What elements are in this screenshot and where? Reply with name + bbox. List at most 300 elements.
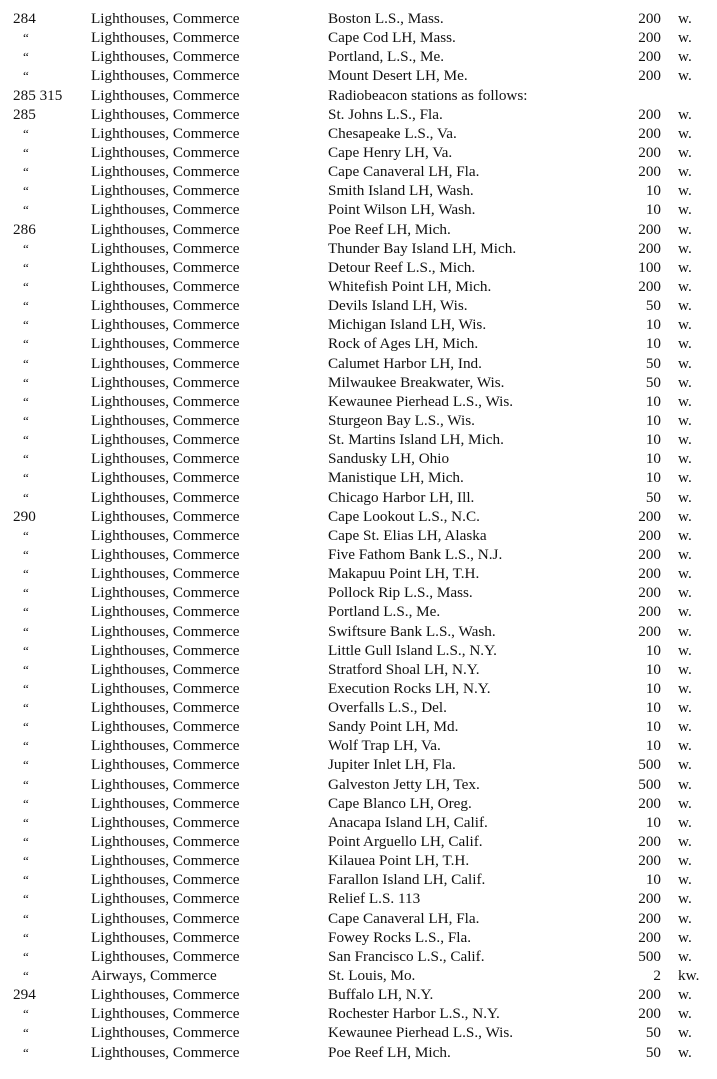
- agency-cell: Lighthouses, Commerce: [91, 163, 240, 181]
- power-value-cell: 200: [638, 565, 661, 583]
- table-row: [0, 488, 717, 507]
- agency-cell: Lighthouses, Commerce: [91, 182, 240, 200]
- power-unit-cell: w.: [678, 833, 692, 851]
- agency-cell: Lighthouses, Commerce: [91, 813, 240, 831]
- agency-cell: Lighthouses, Commerce: [91, 469, 240, 487]
- agency-cell: Lighthouses, Commerce: [91, 373, 240, 391]
- power-unit-cell: w.: [678, 545, 692, 563]
- table-row: [0, 813, 717, 832]
- agency-cell: Lighthouses, Commerce: [91, 775, 240, 793]
- table-row: [0, 947, 717, 966]
- table-row: [0, 1023, 717, 1042]
- frequency-code-cell: “: [23, 546, 29, 562]
- frequency-code-cell: “: [23, 432, 29, 448]
- agency-cell: Lighthouses, Commerce: [91, 67, 240, 85]
- frequency-code-cell: “: [23, 30, 29, 46]
- table-row: [0, 1004, 717, 1023]
- station-name-cell: Manistique LH, Mich.: [328, 469, 464, 487]
- table-row: [0, 794, 717, 813]
- frequency-code-cell: “: [23, 719, 29, 735]
- frequency-code-cell: “: [23, 1006, 29, 1022]
- frequency-code-cell: “: [23, 738, 29, 754]
- power-unit-cell: w.: [678, 718, 692, 736]
- power-unit-cell: w.: [678, 239, 692, 257]
- table-row: [0, 526, 717, 545]
- table-row: [0, 889, 717, 908]
- power-unit-cell: w.: [678, 10, 692, 27]
- table-row: [0, 909, 717, 928]
- agency-cell: Lighthouses, Commerce: [91, 431, 240, 449]
- frequency-code-cell: “: [23, 259, 29, 275]
- station-name-cell: Boston L.S., Mass.: [328, 10, 444, 27]
- power-unit-cell: w.: [678, 699, 692, 717]
- power-value-cell: 10: [645, 392, 661, 410]
- agency-cell: Lighthouses, Commerce: [91, 909, 240, 927]
- agency-cell: Lighthouses, Commerce: [91, 201, 240, 219]
- power-value-cell: 200: [638, 29, 661, 47]
- power-value-cell: 10: [645, 679, 661, 697]
- station-name-cell: Little Gull Island L.S., N.Y.: [328, 641, 497, 659]
- power-unit-cell: w.: [678, 852, 692, 870]
- power-value-cell: 200: [638, 239, 661, 257]
- power-value-cell: 500: [638, 775, 661, 793]
- station-name-cell: Detour Reef L.S., Mich.: [328, 258, 476, 276]
- agency-cell: Lighthouses, Commerce: [91, 986, 240, 1004]
- power-value-cell: 200: [638, 833, 661, 851]
- power-unit-cell: w.: [678, 679, 692, 697]
- power-unit-cell: w.: [678, 909, 692, 927]
- table-row: [0, 622, 717, 641]
- table-row: [0, 507, 717, 526]
- station-name-cell: Point Arguello LH, Calif.: [328, 833, 483, 851]
- table-row: [0, 220, 717, 239]
- power-value-cell: 200: [638, 622, 661, 640]
- frequency-code-cell: “: [23, 1025, 29, 1041]
- agency-cell: Lighthouses, Commerce: [91, 565, 240, 583]
- frequency-code-cell: 294: [13, 986, 36, 1004]
- station-name-cell: Portland, L.S., Me.: [328, 48, 445, 66]
- agency-cell: Lighthouses, Commerce: [91, 679, 240, 697]
- agency-cell: Lighthouses, Commerce: [91, 239, 240, 257]
- power-value-cell: 50: [645, 354, 661, 372]
- frequency-code-cell: “: [23, 872, 29, 888]
- power-unit-cell: w.: [678, 660, 692, 678]
- table-row: [0, 928, 717, 947]
- table-row: [0, 315, 717, 334]
- power-value-cell: 10: [645, 871, 661, 889]
- agency-cell: Lighthouses, Commerce: [91, 545, 240, 563]
- power-unit-cell: w.: [678, 641, 692, 659]
- power-value-cell: 10: [645, 450, 661, 468]
- frequency-code-cell: “: [23, 642, 29, 658]
- power-unit-cell: w.: [678, 201, 692, 219]
- power-value-cell: 10: [645, 737, 661, 755]
- agency-cell: Lighthouses, Commerce: [91, 297, 240, 315]
- frequency-code-cell: “: [23, 489, 29, 505]
- power-unit-cell: w.: [678, 316, 692, 334]
- table-row: [0, 181, 717, 200]
- agency-cell: Lighthouses, Commerce: [91, 124, 240, 142]
- station-name-cell: Rochester Harbor L.S., N.Y.: [328, 1005, 500, 1023]
- frequency-code-cell: “: [23, 1044, 29, 1060]
- table-row: [0, 124, 717, 143]
- station-name-cell: Sandusky LH, Ohio: [328, 450, 450, 468]
- station-name-cell: Jupiter Inlet LH, Fla.: [328, 756, 456, 774]
- station-name-cell: Thunder Bay Island LH, Mich.: [328, 239, 517, 257]
- table-row: [0, 545, 717, 564]
- station-name-cell: Cape Cod LH, Mass.: [328, 29, 456, 47]
- agency-cell: Lighthouses, Commerce: [91, 947, 240, 965]
- table-row: [0, 468, 717, 487]
- station-name-cell: Galveston Jetty LH, Tex.: [328, 775, 480, 793]
- power-unit-cell: w.: [678, 488, 692, 506]
- station-name-cell: Relief L.S. 113: [328, 890, 421, 908]
- table-row: [0, 698, 717, 717]
- frequency-code-cell: “: [23, 451, 29, 467]
- power-value-cell: 200: [638, 909, 661, 927]
- power-value-cell: 200: [638, 890, 661, 908]
- frequency-code-cell: “: [23, 814, 29, 830]
- agency-cell: Lighthouses, Commerce: [91, 584, 240, 602]
- power-unit-cell: w.: [678, 392, 692, 410]
- station-name-cell: Poe Reef LH, Mich.: [328, 220, 451, 238]
- agency-cell: Lighthouses, Commerce: [91, 890, 240, 908]
- agency-cell: Lighthouses, Commerce: [91, 852, 240, 870]
- agency-cell: Lighthouses, Commerce: [91, 794, 240, 812]
- table-row: [0, 851, 717, 870]
- power-value-cell: 10: [645, 813, 661, 831]
- agency-cell: Lighthouses, Commerce: [91, 277, 240, 295]
- frequency-code-cell: “: [23, 317, 29, 333]
- station-name-cell: Execution Rocks LH, N.Y.: [328, 679, 491, 697]
- station-name-cell: Cape Blanco LH, Oreg.: [328, 794, 472, 812]
- agency-cell: Lighthouses, Commerce: [91, 699, 240, 717]
- station-name-cell: Poe Reef LH, Mich.: [328, 1043, 451, 1061]
- station-name-cell: Sturgeon Bay L.S., Wis.: [328, 411, 475, 429]
- table-row: [0, 736, 717, 755]
- agency-cell: Lighthouses, Commerce: [91, 1024, 240, 1042]
- power-unit-cell: w.: [678, 928, 692, 946]
- frequency-code-cell: “: [23, 470, 29, 486]
- power-unit-cell: w.: [678, 526, 692, 544]
- power-value-cell: 2: [653, 967, 661, 985]
- power-unit-cell: w.: [678, 143, 692, 161]
- station-name-cell: Sandy Point LH, Md.: [328, 718, 459, 736]
- table-row: [0, 239, 717, 258]
- power-value-cell: 10: [645, 699, 661, 717]
- agency-cell: Airways, Commerce: [91, 967, 217, 985]
- station-name-cell: Milwaukee Breakwater, Wis.: [328, 373, 505, 391]
- table-row: [0, 277, 717, 296]
- agency-cell: Lighthouses, Commerce: [91, 718, 240, 736]
- table-row: [0, 9, 717, 28]
- power-value-cell: 100: [638, 258, 661, 276]
- power-value-cell: 200: [638, 545, 661, 563]
- agency-cell: Lighthouses, Commerce: [91, 1043, 240, 1061]
- agency-cell: Lighthouses, Commerce: [91, 756, 240, 774]
- power-unit-cell: w.: [678, 373, 692, 391]
- frequency-code-cell: “: [23, 891, 29, 907]
- frequency-code-cell: “: [23, 910, 29, 926]
- power-value-cell: 200: [638, 794, 661, 812]
- power-unit-cell: w.: [678, 794, 692, 812]
- frequency-code-cell: 284: [13, 10, 36, 27]
- power-value-cell: 200: [638, 507, 661, 525]
- power-unit-cell: w.: [678, 565, 692, 583]
- power-value-cell: 10: [645, 641, 661, 659]
- frequency-code-cell: “: [23, 968, 29, 984]
- agency-cell: Lighthouses, Commerce: [91, 258, 240, 276]
- power-unit-cell: w.: [678, 277, 692, 295]
- station-name-cell: Chicago Harbor LH, Ill.: [328, 488, 475, 506]
- power-value-cell: 200: [638, 526, 661, 544]
- table-row: [0, 660, 717, 679]
- agency-cell: Lighthouses, Commerce: [91, 1005, 240, 1023]
- station-name-cell: San Francisco L.S., Calif.: [328, 947, 485, 965]
- table-row: [0, 870, 717, 889]
- power-unit-cell: w.: [678, 411, 692, 429]
- table-row: [0, 755, 717, 774]
- frequency-code-cell: “: [23, 834, 29, 850]
- agency-cell: Lighthouses, Commerce: [91, 143, 240, 161]
- power-value-cell: 200: [638, 48, 661, 66]
- station-name-cell: Swiftsure Bank L.S., Wash.: [328, 622, 496, 640]
- table-row: [0, 564, 717, 583]
- power-value-cell: 10: [645, 335, 661, 353]
- power-unit-cell: kw.: [678, 967, 700, 985]
- agency-cell: Lighthouses, Commerce: [91, 220, 240, 238]
- agency-cell: Lighthouses, Commerce: [91, 392, 240, 410]
- table-row: [0, 583, 717, 602]
- agency-cell: Lighthouses, Commerce: [91, 86, 240, 104]
- power-value-cell: 200: [638, 986, 661, 1004]
- power-unit-cell: w.: [678, 1043, 692, 1061]
- power-value-cell: 10: [645, 316, 661, 334]
- station-name-cell: Cape St. Elias LH, Alaska: [328, 526, 487, 544]
- frequency-code-cell: “: [23, 125, 29, 141]
- table-row: [0, 602, 717, 621]
- power-value-cell: 10: [645, 411, 661, 429]
- frequency-code-cell: “: [23, 527, 29, 543]
- station-name-cell: Pollock Rip L.S., Mass.: [328, 584, 473, 602]
- station-name-cell: Anacapa Island LH, Calif.: [328, 813, 488, 831]
- station-name-cell: Five Fathom Bank L.S., N.J.: [328, 545, 503, 563]
- frequency-code-cell: 286: [13, 220, 36, 238]
- table-row: [0, 641, 717, 660]
- frequency-code-cell: “: [23, 144, 29, 160]
- power-value-cell: 200: [638, 603, 661, 621]
- station-name-cell: Kewaunee Pierhead L.S., Wis.: [328, 1024, 514, 1042]
- table-row: [0, 430, 717, 449]
- agency-cell: Lighthouses, Commerce: [91, 10, 240, 27]
- station-name-cell: St. Johns L.S., Fla.: [328, 105, 443, 123]
- power-unit-cell: w.: [678, 584, 692, 602]
- table-row: [0, 162, 717, 181]
- station-name-cell: Michigan Island LH, Wis.: [328, 316, 487, 334]
- power-unit-cell: w.: [678, 29, 692, 47]
- power-unit-cell: w.: [678, 354, 692, 372]
- agency-cell: Lighthouses, Commerce: [91, 411, 240, 429]
- power-value-cell: 10: [645, 718, 661, 736]
- table-row: [0, 105, 717, 124]
- station-name-cell: Overfalls L.S., Del.: [328, 699, 447, 717]
- power-value-cell: 200: [638, 105, 661, 123]
- frequency-code-cell: “: [23, 853, 29, 869]
- table-row: [0, 296, 717, 315]
- station-name-cell: Cape Canaveral LH, Fla.: [328, 909, 480, 927]
- table-row: [0, 679, 717, 698]
- table-row: [0, 66, 717, 85]
- table-row: [0, 334, 717, 353]
- agency-cell: Lighthouses, Commerce: [91, 354, 240, 372]
- power-value-cell: 200: [638, 584, 661, 602]
- station-name-cell: Devils Island LH, Wis.: [328, 297, 468, 315]
- station-name-cell: St. Martins Island LH, Mich.: [328, 431, 504, 449]
- power-value-cell: 10: [645, 182, 661, 200]
- station-name-cell: Portland L.S., Me.: [328, 603, 441, 621]
- power-unit-cell: w.: [678, 335, 692, 353]
- frequency-code-cell: “: [23, 700, 29, 716]
- table-row: [0, 373, 717, 392]
- frequency-code-cell: 285 315: [13, 86, 63, 104]
- power-value-cell: 10: [645, 431, 661, 449]
- frequency-code-cell: “: [23, 164, 29, 180]
- table-row: [0, 449, 717, 468]
- power-value-cell: 200: [638, 1005, 661, 1023]
- table-row: [0, 28, 717, 47]
- frequency-code-cell: “: [23, 776, 29, 792]
- power-unit-cell: w.: [678, 507, 692, 525]
- power-value-cell: 10: [645, 469, 661, 487]
- station-name-cell: Calumet Harbor LH, Ind.: [328, 354, 482, 372]
- station-name-cell: Farallon Island LH, Calif.: [328, 871, 486, 889]
- power-unit-cell: w.: [678, 258, 692, 276]
- station-name-cell: Wolf Trap LH, Va.: [328, 737, 441, 755]
- power-unit-cell: w.: [678, 775, 692, 793]
- table-row: [0, 411, 717, 430]
- station-name-cell: Radiobeacon stations as follows:: [328, 86, 528, 104]
- power-value-cell: 500: [638, 947, 661, 965]
- station-name-cell: Rock of Ages LH, Mich.: [328, 335, 479, 353]
- agency-cell: Lighthouses, Commerce: [91, 622, 240, 640]
- station-name-cell: St. Louis, Mo.: [328, 967, 416, 985]
- agency-cell: Lighthouses, Commerce: [91, 641, 240, 659]
- frequency-code-cell: “: [23, 412, 29, 428]
- agency-cell: Lighthouses, Commerce: [91, 488, 240, 506]
- frequency-code-cell: “: [23, 298, 29, 314]
- power-unit-cell: w.: [678, 124, 692, 142]
- agency-cell: Lighthouses, Commerce: [91, 507, 240, 525]
- power-unit-cell: w.: [678, 67, 692, 85]
- station-name-cell: Fowey Rocks L.S., Fla.: [328, 928, 472, 946]
- agency-cell: Lighthouses, Commerce: [91, 335, 240, 353]
- frequency-code-cell: 290: [13, 507, 36, 525]
- table-row: [0, 143, 717, 162]
- agency-cell: Lighthouses, Commerce: [91, 833, 240, 851]
- power-value-cell: 10: [645, 201, 661, 219]
- power-unit-cell: w.: [678, 890, 692, 908]
- power-value-cell: 200: [638, 220, 661, 238]
- frequency-code-cell: “: [23, 623, 29, 639]
- agency-cell: Lighthouses, Commerce: [91, 105, 240, 123]
- table-row: [0, 775, 717, 794]
- station-name-cell: Mount Desert LH, Me.: [328, 67, 468, 85]
- power-unit-cell: w.: [678, 986, 692, 1004]
- station-name-cell: Kewaunee Pierhead L.S., Wis.: [328, 392, 514, 410]
- power-value-cell: 200: [638, 143, 661, 161]
- frequency-code-cell: “: [23, 202, 29, 218]
- power-value-cell: 500: [638, 756, 661, 774]
- table-row: [0, 985, 717, 1004]
- power-value-cell: 200: [638, 928, 661, 946]
- frequency-code-cell: “: [23, 604, 29, 620]
- power-unit-cell: w.: [678, 1005, 692, 1023]
- agency-cell: Lighthouses, Commerce: [91, 928, 240, 946]
- power-unit-cell: w.: [678, 756, 692, 774]
- power-unit-cell: w.: [678, 431, 692, 449]
- table-row: [0, 354, 717, 373]
- power-unit-cell: w.: [678, 182, 692, 200]
- frequency-code-cell: “: [23, 929, 29, 945]
- power-value-cell: 200: [638, 852, 661, 870]
- table-row: [0, 86, 717, 105]
- frequency-code-cell: “: [23, 757, 29, 773]
- station-name-cell: Kilauea Point LH, T.H.: [328, 852, 470, 870]
- frequency-code-cell: “: [23, 355, 29, 371]
- power-unit-cell: w.: [678, 947, 692, 965]
- station-name-cell: Makapuu Point LH, T.H.: [328, 565, 480, 583]
- frequency-code-cell: “: [23, 585, 29, 601]
- station-table: [0, 9, 717, 1062]
- frequency-code-cell: “: [23, 49, 29, 65]
- table-row: [0, 966, 717, 985]
- table-row: [0, 832, 717, 851]
- frequency-code-cell: 285: [13, 105, 36, 123]
- power-unit-cell: w.: [678, 469, 692, 487]
- power-value-cell: 50: [645, 297, 661, 315]
- agency-cell: Lighthouses, Commerce: [91, 603, 240, 621]
- power-unit-cell: w.: [678, 871, 692, 889]
- frequency-code-cell: “: [23, 278, 29, 294]
- frequency-code-cell: “: [23, 374, 29, 390]
- power-unit-cell: w.: [678, 603, 692, 621]
- frequency-code-cell: “: [23, 336, 29, 352]
- frequency-code-cell: “: [23, 795, 29, 811]
- power-unit-cell: w.: [678, 220, 692, 238]
- power-unit-cell: w.: [678, 450, 692, 468]
- frequency-code-cell: “: [23, 566, 29, 582]
- frequency-code-cell: “: [23, 393, 29, 409]
- power-unit-cell: w.: [678, 813, 692, 831]
- station-name-cell: Whitefish Point LH, Mich.: [328, 277, 492, 295]
- station-name-cell: Buffalo LH, N.Y.: [328, 986, 434, 1004]
- station-name-cell: Smith Island LH, Wash.: [328, 182, 474, 200]
- agency-cell: Lighthouses, Commerce: [91, 737, 240, 755]
- station-name-cell: Cape Canaveral LH, Fla.: [328, 163, 480, 181]
- agency-cell: Lighthouses, Commerce: [91, 871, 240, 889]
- power-unit-cell: w.: [678, 48, 692, 66]
- frequency-code-cell: “: [23, 68, 29, 84]
- frequency-code-cell: “: [23, 183, 29, 199]
- power-unit-cell: w.: [678, 163, 692, 181]
- table-row: [0, 258, 717, 277]
- agency-cell: Lighthouses, Commerce: [91, 316, 240, 334]
- frequency-code-cell: “: [23, 948, 29, 964]
- agency-cell: Lighthouses, Commerce: [91, 660, 240, 678]
- power-unit-cell: w.: [678, 1024, 692, 1042]
- power-value-cell: 200: [638, 124, 661, 142]
- station-name-cell: Chesapeake L.S., Va.: [328, 124, 457, 142]
